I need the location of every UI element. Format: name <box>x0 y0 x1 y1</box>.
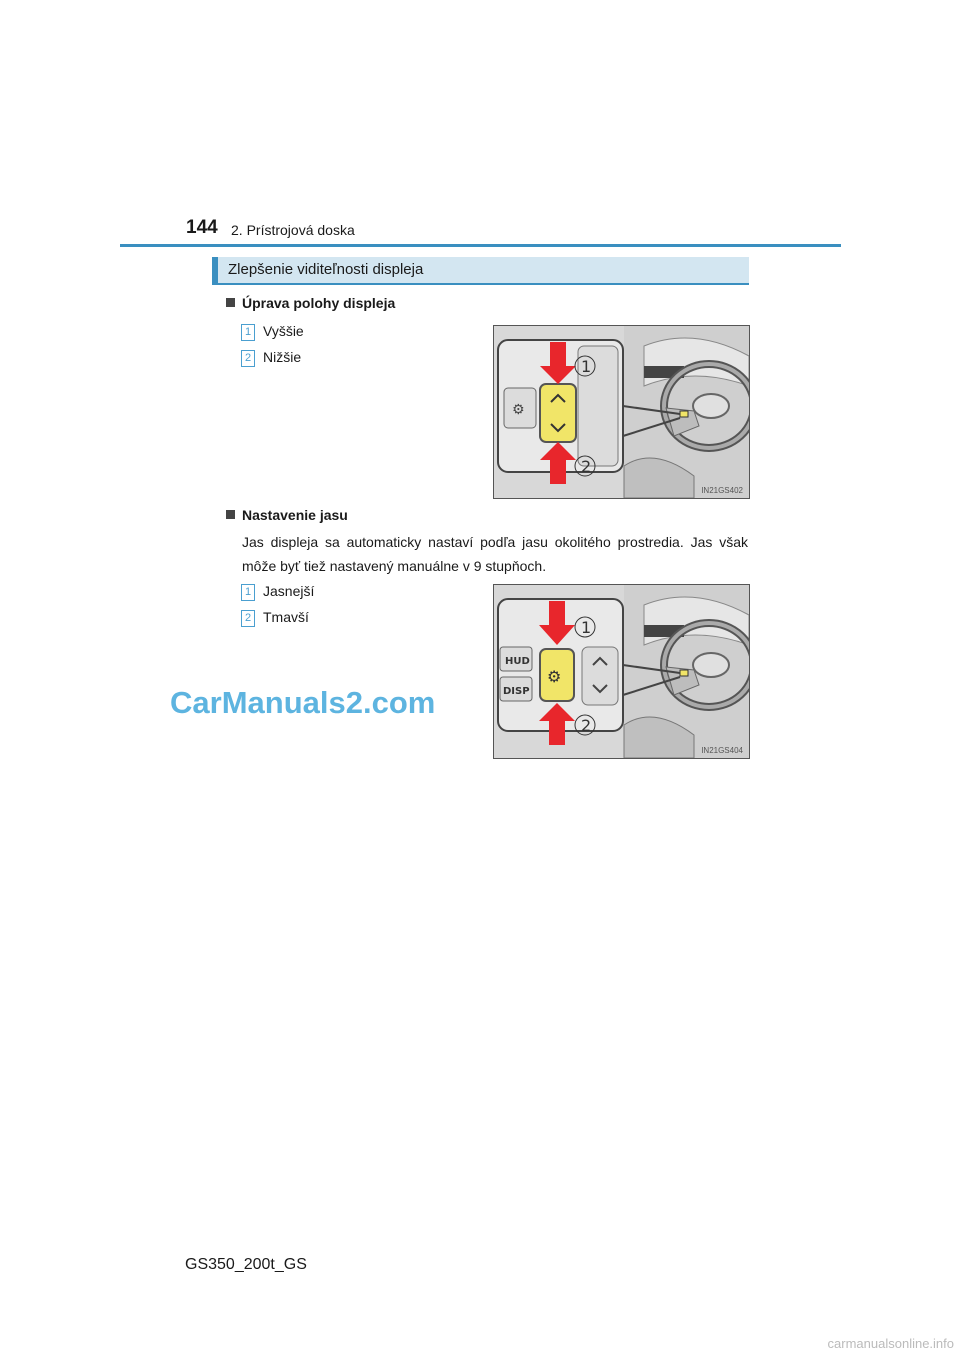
callout-2: 2 <box>581 716 592 735</box>
chapter-title: 2. Prístrojová doska <box>231 222 355 238</box>
position-item-1 <box>241 323 304 341</box>
hud-button-label: HUD <box>505 656 530 667</box>
callout-badge: 2 <box>241 610 255 627</box>
callout-1: 1 <box>581 618 592 637</box>
position-illustration-drawing <box>494 326 749 498</box>
callout-1: 1 <box>581 357 592 376</box>
illustration-code: IN21GS402 <box>701 486 743 495</box>
brightness-item-1 <box>241 583 314 601</box>
brightness-illustration <box>493 584 750 759</box>
brightness-heading-text: Nastavenie jasu <box>242 507 348 523</box>
footer-model: GS350_200t_GS <box>185 1256 307 1273</box>
square-bullet-icon <box>226 298 235 307</box>
illustration-code: IN21GS404 <box>701 746 743 755</box>
watermark-carmanualsonline: carmanualsonline.info <box>827 1336 954 1351</box>
section-title: Zlepšenie viditeľnosti displeja <box>228 261 424 278</box>
page-number: 144 <box>186 217 218 238</box>
callout-badge: 1 <box>241 324 255 341</box>
position-item-1-label: Vyššie <box>263 323 304 339</box>
brightness-heading <box>226 507 348 523</box>
brightness-item-2-label: Tmavší <box>263 609 309 625</box>
brightness-item-1-label: Jasnejší <box>263 583 315 599</box>
position-illustration <box>493 325 750 499</box>
position-item-2 <box>241 349 301 367</box>
brightness-illustration-drawing <box>494 585 749 758</box>
callout-badge: 2 <box>241 350 255 367</box>
watermark-carmanuals2 <box>160 682 450 728</box>
svg-text:⚙: ⚙ <box>512 402 525 418</box>
brightness-item-2 <box>241 609 309 627</box>
watermark-carmanuals2-text: CarManuals2.com <box>170 685 436 720</box>
brightness-description: Jas displeja sa automaticky nastaví podľa jasu okolitého prostredia. Jas však môže byť tiež nastavený manuálne v 9 stupňoch. <box>242 534 748 574</box>
svg-text:⚙: ⚙ <box>547 667 562 686</box>
callout-2: 2 <box>581 457 592 476</box>
header-rule <box>120 244 841 247</box>
position-heading-text: Úprava polohy displeja <box>242 295 396 311</box>
position-heading <box>226 295 395 311</box>
square-bullet-icon <box>226 510 235 519</box>
section-bar <box>212 257 749 285</box>
position-item-2-label: Nižšie <box>263 349 302 365</box>
callout-badge: 1 <box>241 584 255 601</box>
disp-button-label: DISP <box>503 686 530 697</box>
